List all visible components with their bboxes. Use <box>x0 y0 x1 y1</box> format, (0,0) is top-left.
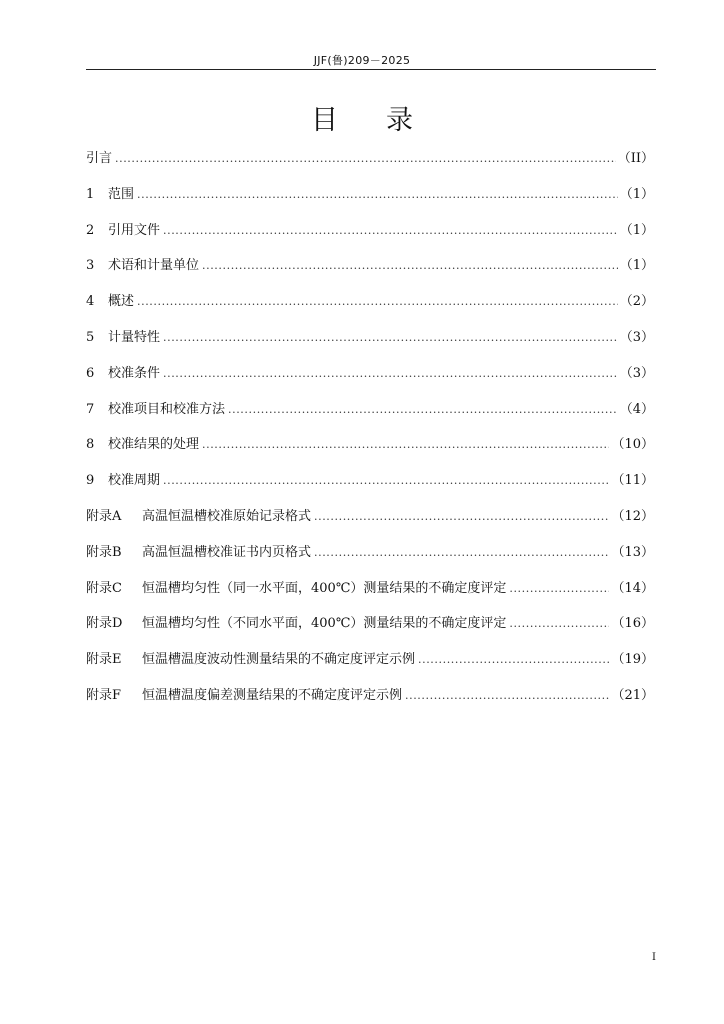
toc-entry-appendix-f[interactable] <box>86 687 654 723</box>
toc-entry-appendix-e[interactable] <box>86 651 654 687</box>
dot-leader <box>137 186 618 204</box>
dot-leader <box>202 257 618 275</box>
toc-entry-appendix-b[interactable] <box>86 544 654 580</box>
toc-entry-page: （2） <box>619 294 654 310</box>
toc-entry-page: （1） <box>619 186 654 202</box>
toc-entry-text: 恒温槽温度波动性测量结果的不确定度评定示例 <box>142 652 416 668</box>
page-number: I <box>652 952 656 963</box>
toc-entry-calibration-items-methods[interactable] <box>86 401 654 437</box>
toc-entry-page: （19） <box>611 652 654 668</box>
toc-entry-number: 附录A <box>86 508 122 524</box>
toc-entry-appendix-a[interactable] <box>86 508 654 544</box>
toc-entry-appendix-d[interactable] <box>86 615 654 651</box>
toc-entry-page: （10） <box>611 437 654 453</box>
toc-entry-text: 引言 <box>86 151 113 166</box>
toc-entry-appendix-c[interactable] <box>86 580 654 616</box>
standard-code-header: JJF(鲁)209－2025 <box>313 54 411 67</box>
toc-entry-number: 9 <box>86 473 95 489</box>
toc-entry-page: （4） <box>619 401 654 417</box>
toc-entry-terms[interactable] <box>86 257 654 293</box>
dot-leader <box>228 401 618 419</box>
toc-entry-number: 8 <box>86 437 95 453</box>
table-of-contents <box>86 150 654 723</box>
toc-entry-text: 校准项目和校准方法 <box>108 401 226 417</box>
toc-entry-page: （II） <box>617 151 654 166</box>
toc-entry-text: 范围 <box>108 186 135 202</box>
toc-title: 目录 <box>311 105 461 136</box>
toc-entry-page: （11） <box>611 473 654 489</box>
toc-entry-page: （14） <box>611 580 654 596</box>
toc-entry-text: 恒温槽均匀性（同一水平面，400℃）测量结果的不确定度评定 <box>142 580 507 596</box>
toc-entry-page: （3） <box>619 329 654 345</box>
toc-entry-metrological-characteristics[interactable] <box>86 329 654 365</box>
toc-entry-calibration-interval[interactable] <box>86 472 654 508</box>
toc-entry-text: 校准周期 <box>108 473 161 489</box>
toc-entry-number: 4 <box>86 294 95 310</box>
toc-entry-text: 概述 <box>108 294 135 310</box>
dot-leader <box>314 544 609 562</box>
dot-leader <box>163 365 618 383</box>
toc-entry-text: 高温恒温槽校准原始记录格式 <box>142 508 312 524</box>
dot-leader <box>137 293 618 311</box>
toc-entry-number: 附录C <box>86 580 122 596</box>
toc-entry-number: 附录E <box>86 652 122 668</box>
toc-entry-number: 附录F <box>86 687 122 703</box>
toc-entry-page: （16） <box>611 616 654 632</box>
toc-entry-page: （1） <box>619 222 654 238</box>
toc-entry-text: 高温恒温槽校准证书内页格式 <box>142 544 312 560</box>
header-divider <box>86 69 656 70</box>
dot-leader <box>405 687 609 705</box>
toc-entry-number: 5 <box>86 329 95 345</box>
toc-entry-page: （3） <box>619 365 654 381</box>
toc-entry-text: 术语和计量单位 <box>108 258 200 274</box>
toc-entry-number: 1 <box>86 186 95 202</box>
toc-entry-introduction[interactable] <box>86 150 654 186</box>
dot-leader <box>163 472 609 490</box>
toc-entry-text: 恒温槽温度偏差测量结果的不确定度评定示例 <box>142 687 403 703</box>
toc-entry-page: （12） <box>611 508 654 524</box>
toc-entry-text: 恒温槽均匀性（不同水平面，400℃）测量结果的不确定度评定 <box>142 616 507 632</box>
toc-entry-number: 附录D <box>86 616 123 632</box>
dot-leader <box>418 651 609 669</box>
dot-leader <box>115 150 616 168</box>
dot-leader <box>163 222 618 240</box>
dot-leader <box>314 508 609 526</box>
toc-entry-text: 计量特性 <box>108 329 161 345</box>
dot-leader <box>163 329 618 347</box>
toc-entry-text: 引用文件 <box>108 222 161 238</box>
toc-entry-page: （13） <box>611 544 654 560</box>
toc-entry-scope[interactable] <box>86 186 654 222</box>
toc-entry-text: 校准条件 <box>108 365 161 381</box>
toc-entry-number: 3 <box>86 258 95 274</box>
toc-entry-results-processing[interactable] <box>86 436 654 472</box>
toc-entry-number: 2 <box>86 222 95 238</box>
toc-entry-page: （21） <box>611 687 654 703</box>
dot-leader <box>509 615 609 633</box>
toc-entry-number: 7 <box>86 401 95 417</box>
toc-entry-page: （1） <box>619 258 654 274</box>
toc-entry-overview[interactable] <box>86 293 654 329</box>
toc-entry-number: 6 <box>86 365 95 381</box>
dot-leader <box>509 580 609 598</box>
dot-leader <box>202 436 609 454</box>
toc-entry-number: 附录B <box>86 544 122 560</box>
toc-entry-references[interactable] <box>86 222 654 258</box>
toc-entry-calibration-conditions[interactable] <box>86 365 654 401</box>
toc-entry-text: 校准结果的处理 <box>108 437 200 453</box>
